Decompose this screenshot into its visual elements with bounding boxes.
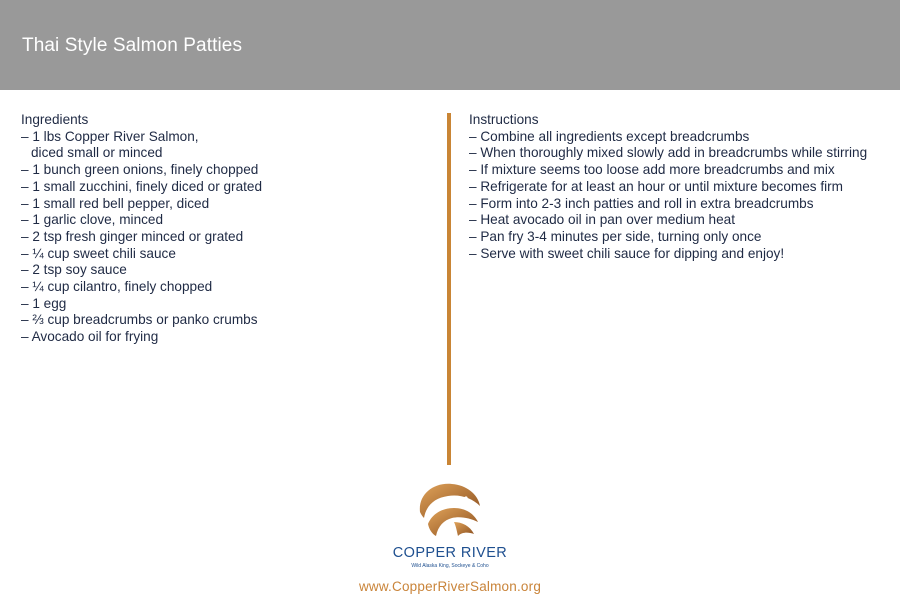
brand-tagline: Wild Alaska King, Sockeye & Coho bbox=[411, 563, 489, 569]
recipe-header bbox=[0, 0, 900, 90]
instruction-step: – Pan fry 3-4 minutes per side, turning only once bbox=[469, 229, 869, 246]
recipe-title: Thai Style Salmon Patties bbox=[22, 35, 243, 56]
ingredients-list bbox=[21, 129, 421, 346]
ingredient-item: – 1 egg bbox=[21, 296, 421, 313]
ingredient-item: – ¼ cup cilantro, finely chopped bbox=[21, 279, 421, 296]
ingredients-heading: Ingredients bbox=[21, 112, 89, 127]
ingredient-item: – 1 lbs Copper River Salmon, diced small or minced bbox=[21, 129, 421, 162]
website-link[interactable]: www.CopperRiverSalmon.org bbox=[358, 579, 542, 594]
ingredient-item-continuation: diced small or minced bbox=[31, 145, 163, 161]
ingredient-item: – 1 small red bell pepper, diced bbox=[21, 196, 421, 213]
ingredient-item: – Avocado oil for frying bbox=[21, 329, 421, 346]
instructions-heading: Instructions bbox=[469, 112, 539, 127]
instruction-step: – Heat avocado oil in pan over medium heat bbox=[469, 212, 869, 229]
ingredient-item: – 2 tsp soy sauce bbox=[21, 262, 421, 279]
ingredient-item: – ⅔ cup breadcrumbs or panko crumbs bbox=[21, 312, 421, 329]
instruction-step: – Refrigerate for at least an hour or until mixture becomes firm bbox=[469, 179, 869, 196]
instruction-step: – Serve with sweet chili sauce for dipping and enjoy! bbox=[469, 246, 869, 263]
ingredient-item: – ¼ cup sweet chili sauce bbox=[21, 246, 421, 263]
ingredient-item: – 1 garlic clove, minced bbox=[21, 212, 421, 229]
ingredient-item: – 1 bunch green onions, finely chopped bbox=[21, 162, 421, 179]
instruction-step: – When thoroughly mixed slowly add in breadcrumbs while stirring bbox=[469, 145, 869, 162]
instructions-section bbox=[469, 112, 869, 262]
instructions-list bbox=[469, 129, 869, 263]
ingredient-item: – 2 tsp fresh ginger minced or grated bbox=[21, 229, 421, 246]
instruction-step: – Combine all ingredients except breadcrumbs bbox=[469, 129, 869, 146]
instruction-step: – Form into 2-3 inch patties and roll in extra breadcrumbs bbox=[469, 196, 869, 213]
column-divider bbox=[447, 113, 451, 465]
salmon-logo-icon bbox=[414, 478, 484, 542]
instruction-step: – If mixture seems too loose add more breadcrumbs and mix bbox=[469, 162, 869, 179]
ingredients-section bbox=[21, 112, 421, 346]
brand-name: COPPER RIVER bbox=[392, 545, 508, 561]
ingredient-item: – 1 small zucchini, finely diced or grated bbox=[21, 179, 421, 196]
